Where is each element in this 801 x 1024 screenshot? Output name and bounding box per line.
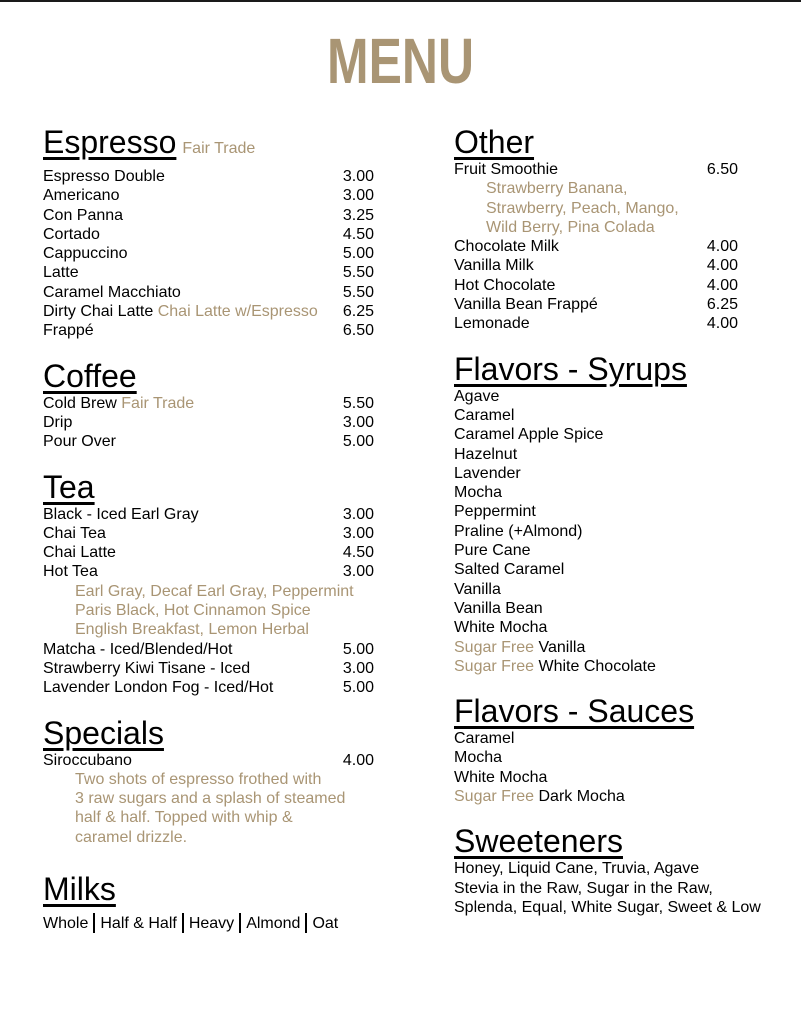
top-border: [0, 0, 801, 2]
menu-title: MENU: [327, 25, 474, 97]
price: 3.25: [342, 206, 374, 224]
flavor-item: Peppermint: [454, 503, 536, 521]
flavor-item: Lavender: [454, 464, 521, 482]
item-description: half & half. Topped with whip &: [75, 809, 293, 827]
menu-item: Chocolate Milk 4.00: [454, 238, 738, 256]
menu-item: Caramel Macchiato 5.50: [43, 283, 374, 301]
item-description: 3 raw sugars and a splash of steamed: [75, 790, 346, 808]
price: 6.25: [342, 303, 374, 321]
flavor-item: White Mocha: [454, 619, 548, 637]
separator: [239, 913, 241, 933]
flavor-item: Salted Caramel: [454, 561, 565, 579]
item-description: caramel drizzle.: [75, 828, 188, 846]
flavor-item: Mocha: [454, 749, 503, 767]
section-tea: [43, 469, 383, 698]
price: 3.00: [342, 168, 374, 185]
item-description: Wild Berry, Pina Colada: [486, 218, 655, 236]
section-heading: Other: [454, 124, 535, 160]
flavor-item: Vanilla Bean: [454, 599, 543, 617]
section-sauces: [454, 693, 784, 806]
item-description: Paris Black, Hot Cinnamon Spice: [75, 602, 311, 620]
menu-item: Hot Chocolate 4.00: [454, 276, 738, 294]
menu-item: Pour Over 5.00: [43, 433, 374, 451]
menu-item: Strawberry Kiwi Tisane - Iced 3.00: [43, 659, 374, 677]
price: 5.50: [342, 283, 374, 301]
price: 5.00: [342, 640, 374, 658]
flavor-item: Caramel: [454, 406, 515, 424]
section-milks: [43, 871, 383, 935]
left-column: [43, 124, 383, 952]
flavor-item: Agave: [454, 387, 500, 405]
item-description: Strawberry, Peach, Mango,: [486, 199, 679, 217]
flavor-item: Caramel: [454, 730, 515, 748]
menu-item: Chai Latte 4.50: [43, 544, 374, 562]
menu-item: Chai Tea 3.00: [43, 524, 374, 542]
menu-item: Vanilla Bean Frappé 6.25: [454, 296, 738, 314]
section-heading: Espresso: [43, 124, 177, 160]
price: 3.00: [342, 413, 374, 431]
flavor-item: Sugar Free Vanilla: [454, 638, 586, 656]
price: 3.00: [342, 505, 374, 523]
menu-item: Cappuccino 5.00: [43, 245, 374, 263]
separator: [305, 913, 307, 933]
sugar-free-label: Sugar Free: [454, 788, 535, 806]
sugar-free-label: Sugar Free: [454, 638, 535, 656]
sweetener-line: Splenda, Equal, White Sugar, Sweet & Low: [454, 898, 761, 916]
price: 3.00: [342, 563, 374, 581]
menu-item: Espresso Double 3.00: [43, 168, 374, 185]
flavor-item: Sugar Free White Chocolate: [454, 657, 656, 675]
price: 6.50: [342, 322, 374, 340]
price: 4.00: [706, 315, 738, 333]
milk-option: Oat: [312, 915, 339, 933]
milk-option: Heavy: [188, 915, 235, 933]
item-description: Earl Gray, Decaf Earl Gray, Peppermint: [75, 582, 354, 600]
menu-item: Matcha - Iced/Blended/Hot 5.00: [43, 640, 374, 658]
section-syrups: [454, 351, 784, 676]
item-description: Strawberry Banana,: [486, 180, 628, 198]
price: 4.00: [342, 751, 374, 769]
flavor-item: Praline (+Almond): [454, 522, 583, 540]
price: 5.00: [342, 433, 374, 451]
price: 4.00: [706, 257, 738, 275]
price: 3.00: [342, 524, 374, 542]
menu-item: Latte 5.50: [43, 264, 374, 282]
section-other: [454, 124, 784, 334]
fair-trade-note: Fair Trade: [182, 140, 256, 157]
price: 3.00: [342, 187, 374, 205]
section-espresso: [43, 124, 383, 341]
price: 4.50: [342, 544, 374, 562]
section-heading: Sweeteners: [454, 823, 623, 860]
item-description: English Breakfast, Lemon Herbal: [75, 621, 309, 639]
price: 4.00: [706, 238, 738, 256]
menu-item: Frappé 6.50: [43, 322, 374, 340]
section-coffee: [43, 358, 383, 452]
flavor-item: Hazelnut: [454, 445, 518, 463]
section-heading: Coffee: [43, 357, 137, 394]
menu-item: Fruit Smoothie 6.50: [454, 161, 738, 178]
menu-item: Dirty Chai Latte Chai Latte w/Espresso 6.25: [43, 303, 374, 321]
flavor-item: Mocha: [454, 484, 503, 502]
menu-item: Black - Iced Earl Gray 3.00: [43, 505, 374, 523]
price: 5.00: [342, 245, 374, 263]
milk-options: [43, 913, 383, 935]
flavor-item: Pure Cane: [454, 542, 531, 560]
flavor-item: Caramel Apple Spice: [454, 426, 604, 444]
price: 3.00: [342, 659, 374, 677]
flavor-item: White Mocha: [454, 768, 548, 786]
item-subtitle: Fair Trade: [121, 394, 195, 412]
menu-item: Cortado 4.50: [43, 225, 374, 243]
section-heading: Specials: [43, 714, 164, 751]
menu-item: Lavender London Fog - Iced/Hot 5.00: [43, 679, 374, 697]
menu-item: Americano 3.00: [43, 187, 374, 205]
item-subtitle: Chai Latte w/Espresso: [157, 303, 318, 321]
milk-option: Almond: [246, 915, 301, 933]
item-description: Two shots of espresso frothed with: [75, 770, 322, 788]
price: 6.50: [706, 161, 738, 178]
separator: [182, 913, 184, 933]
price: 5.50: [342, 264, 374, 282]
price: 5.50: [342, 394, 374, 412]
flavor-item: Vanilla: [454, 580, 501, 598]
sweetener-line: Stevia in the Raw, Sugar in the Raw,: [454, 879, 713, 897]
menu-item: Lemonade 4.00: [454, 315, 738, 333]
menu-item: Vanilla Milk 4.00: [454, 257, 738, 275]
price: 6.25: [706, 296, 738, 314]
section-sweeteners: [454, 823, 784, 917]
sweetener-line: Honey, Liquid Cane, Truvia, Agave: [454, 860, 700, 878]
menu-item: Siroccubano 4.00: [43, 751, 374, 769]
section-specials: [43, 715, 383, 847]
section-heading: Flavors - Syrups: [454, 350, 687, 387]
sugar-free-label: Sugar Free: [454, 657, 535, 675]
menu-item: Cold Brew Fair Trade 5.50: [43, 394, 374, 412]
menu-item: Drip 3.00: [43, 413, 374, 431]
separator: [93, 913, 95, 933]
price: 4.00: [706, 276, 738, 294]
section-heading: Flavors - Sauces: [454, 693, 695, 730]
flavor-item: Sugar Free Dark Mocha: [454, 788, 625, 806]
right-column: [454, 124, 784, 934]
price: 5.00: [342, 679, 374, 697]
section-heading: Tea: [43, 468, 95, 505]
menu-item: Hot Tea 3.00: [43, 563, 374, 581]
menu-item: Con Panna 3.25: [43, 206, 374, 224]
milk-option: Whole: [43, 915, 89, 933]
section-heading: Milks: [43, 871, 116, 908]
price: 4.50: [342, 225, 374, 243]
milk-option: Half & Half: [100, 915, 177, 933]
